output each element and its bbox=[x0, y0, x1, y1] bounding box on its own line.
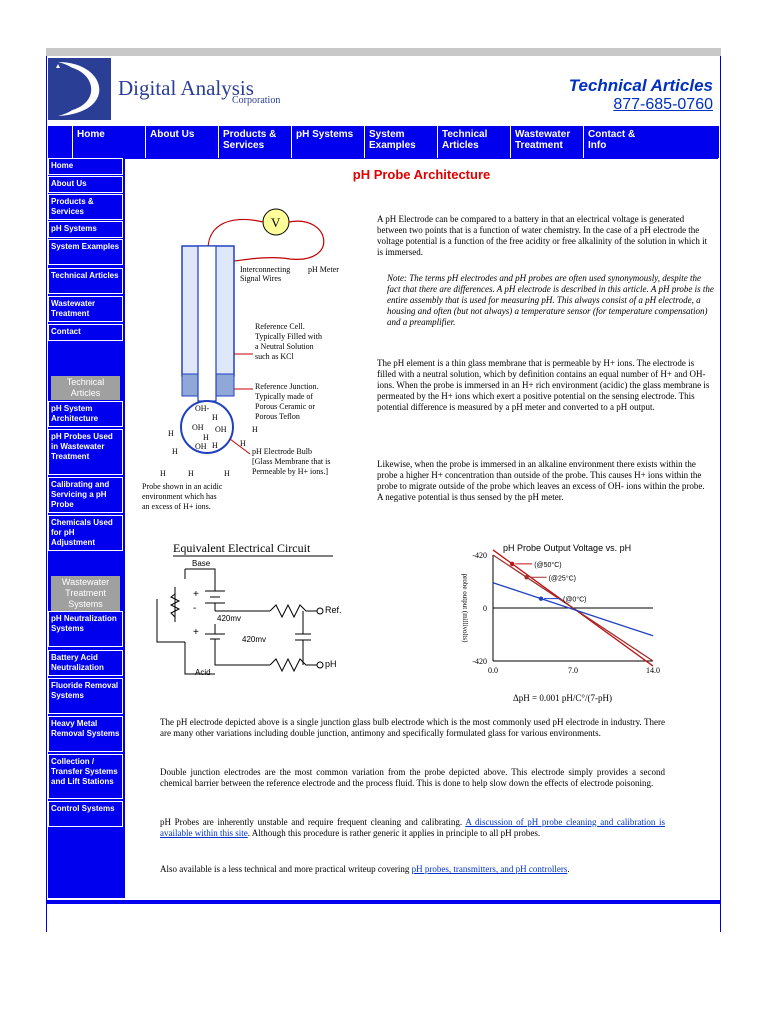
company-logo[interactable] bbox=[48, 58, 111, 120]
chart-y-tick-label: 0 bbox=[483, 604, 487, 613]
sidebar-tech-item-chemicals[interactable]: Chemicals Used for pH Adjustment bbox=[48, 515, 123, 551]
sidebar-waste-item-battery[interactable]: Battery Acid Neutralization bbox=[48, 650, 123, 676]
chart-x-tick-label: 7.0 bbox=[568, 666, 578, 675]
svg-text:420mv: 420mv bbox=[217, 614, 242, 623]
para-element: The pH element is a thin glass membrane that is permeable by H+ ions. The electrode is filled with a neutral solution, which by definition contains an equal number of H+ and OH- ions. When the probe is immersed in an H+ rich environment (acidic) the glass membrane is permeated by the H+ ions which exert a positive potential on the sensing electrode. This potential difference is measured by a pH meter and converted to a pH output. bbox=[377, 358, 710, 412]
svg-text:H: H bbox=[212, 413, 218, 422]
practical-text-b: . bbox=[567, 864, 570, 874]
chart-x-tick-label: 14.0 bbox=[646, 666, 660, 675]
chart-series-point bbox=[524, 575, 528, 579]
svg-text:H: H bbox=[168, 429, 174, 438]
calibrating-text-a: pH Probes are inherently unstable and require frequent cleaning and calibrating. bbox=[160, 817, 463, 827]
svg-text:OH: OH bbox=[215, 425, 227, 434]
sidebar-tech-item-probes[interactable]: pH Probes Used in Wastewater Treatment bbox=[48, 429, 123, 475]
svg-text:pH Electrode Bulb[Glass Membra: pH Electrode Bulb [Glass Membrane that is Permeable by H+ ions.] bbox=[252, 447, 331, 476]
para-intro: A pH Electrode can be compared to a battery in that an electrical voltage is generated between two points that is a function of water chemistry. In the case of a pH electrode the voltage potential is a function of the free acidity or free alkalinity of the solution in which it is immersed. bbox=[377, 214, 708, 257]
para-calibrating bbox=[160, 817, 665, 839]
para-note: Note: The terms pH electrodes and pH probes are often used synonymously, despite the fact that there are differences. A pH electrode is described in this article. A pH probe is the entire assembly that is used for measuring pH. This always consist of a pH electrode, a housing and often (but not always) a temperature sensor (for temperature compensation) and a preamplifier. bbox=[387, 273, 714, 327]
probe-diagram bbox=[140, 204, 375, 524]
sidebar-waste-item-heavy-metal[interactable]: Heavy Metal Removal Systems bbox=[48, 716, 123, 752]
header-section-title: Technical Articles bbox=[568, 76, 713, 95]
nav-technical-articles[interactable]: Technical Articles bbox=[437, 126, 510, 158]
meter-symbol: V bbox=[271, 215, 281, 230]
svg-text:+: + bbox=[193, 589, 199, 600]
calibrating-text-b: . Although this procedure is rather generic it applies in principle to all pH probes. bbox=[247, 828, 541, 838]
svg-text:Reference Cell.Typically Fille: Reference Cell. Typically Filled with a Neutral Solution such as KCl bbox=[255, 322, 322, 361]
nav-ph-systems[interactable]: pH Systems bbox=[291, 126, 364, 158]
svg-text:+: + bbox=[193, 627, 199, 638]
para-practical bbox=[160, 864, 665, 875]
svg-text:OH: OH bbox=[195, 442, 207, 451]
circuit-diagram bbox=[155, 539, 350, 679]
sidebar-item-about[interactable]: About Us bbox=[48, 176, 123, 193]
sidebar-waste-item-control[interactable]: Control Systems bbox=[48, 801, 123, 827]
svg-text:Ref.: Ref. bbox=[325, 605, 342, 615]
svg-text:H: H bbox=[224, 469, 230, 478]
nav-about[interactable]: About Us bbox=[145, 126, 218, 158]
sidebar-item-contact[interactable]: Contact bbox=[48, 324, 123, 341]
svg-text:Probe shown in an acidicenviro: Probe shown in an acidic environment which has an excess of H+ ions. bbox=[142, 482, 223, 511]
svg-text:pH: pH bbox=[325, 659, 337, 669]
svg-text:Reference Junction.Typically m: Reference Junction. Typically made of Porous Ceramic or Porous Teflon bbox=[255, 382, 319, 421]
label-ph-meter: pH Meter bbox=[308, 265, 339, 274]
calibration-link[interactable]: A discussion of pH probe cleaning and calibration is available within this site bbox=[160, 817, 665, 838]
chart-background bbox=[453, 541, 683, 711]
chart-legend-label: (@50°C) bbox=[534, 561, 562, 569]
circuit-title: Equivalent Electrical Circuit bbox=[173, 541, 311, 555]
svg-text:H: H bbox=[212, 441, 218, 450]
nav-wastewater[interactable]: Wastewater Treatment bbox=[510, 126, 583, 158]
top-gray-bar bbox=[46, 48, 721, 56]
para-single-junction: The pH electrode depicted above is a single junction glass bulb electrode which is the most commonly used pH electrode in industry. There are many other variations including double junction, antimony and specifically formulated glass for various environments. bbox=[160, 717, 665, 738]
company-name: Digital Analysis bbox=[118, 76, 254, 100]
svg-text:Base: Base bbox=[192, 559, 211, 568]
sidebar-tech-item-calibrating[interactable]: Calibrating and Servicing a pH Probe bbox=[48, 477, 123, 513]
chart-series-point bbox=[510, 562, 514, 566]
chart-y-label: probe output (millivolts) bbox=[461, 573, 469, 643]
para-double-junction: Double junction electrodes are the most common variation from the probe depicted above. This electrode simply provides a second chemical barrier between the reference electrode and the process fluid. This is done to help slow down the effects of electrode poisoning. bbox=[160, 767, 665, 788]
chart-x-tick-label: 0.0 bbox=[488, 666, 498, 675]
nav-contact[interactable]: Contact & Info bbox=[583, 126, 656, 158]
top-nav bbox=[48, 126, 719, 158]
company-sub: Corporation bbox=[232, 95, 281, 106]
svg-text:H: H bbox=[172, 447, 178, 456]
sidebar-item-home[interactable]: Home bbox=[48, 158, 123, 175]
sidebar-waste-item-neutralization[interactable]: pH Neutralization Systems bbox=[48, 611, 123, 647]
chart-y-tick-label: -420 bbox=[472, 551, 487, 560]
svg-text:H: H bbox=[160, 469, 166, 478]
phone-link[interactable]: 877-685-0760 bbox=[613, 96, 713, 113]
nav-system-examples[interactable]: System Examples bbox=[364, 126, 437, 158]
controllers-link[interactable]: pH probes, transmitters, and pH controllers bbox=[411, 864, 568, 874]
sidebar-tech-heading: Technical Articles bbox=[51, 376, 120, 400]
chart-series-point bbox=[539, 596, 543, 600]
label-signal-wires: Interconnecting Signal Wires bbox=[240, 265, 291, 283]
svg-text:OH: OH bbox=[192, 423, 204, 432]
footer-bar bbox=[46, 900, 721, 904]
sidebar-item-technical-articles[interactable]: Technical Articles bbox=[48, 268, 123, 294]
chart-legend-label: (@25°C) bbox=[548, 575, 577, 583]
sidebar-tech-item-architecture[interactable]: pH System Architecture bbox=[48, 401, 123, 427]
chart-formula: ΔpH = 0.001 pH/C°/(7-pH) bbox=[513, 693, 612, 703]
para-alkaline: Likewise, when the probe is immersed in an alkaline environment there exists within the probe a higher H+ concentration than outside of the probe. This causes H+ ions within the probe to migrate outside of the probe which leaves an excess of OH- ions within the probe. A negative potential is thus sensed by the pH meter. bbox=[377, 459, 705, 502]
svg-text:Acid: Acid bbox=[195, 668, 211, 677]
svg-text:H: H bbox=[252, 425, 258, 434]
ph-output-chart bbox=[453, 541, 683, 711]
svg-text:H: H bbox=[203, 433, 209, 442]
svg-text:420mv: 420mv bbox=[242, 635, 267, 644]
sidebar-waste-item-collection[interactable]: Collection / Transfer Systems and Lift Stations bbox=[48, 754, 123, 799]
sidebar-waste-item-fluoride[interactable]: Fluoride Removal Systems bbox=[48, 678, 123, 714]
sidebar bbox=[48, 158, 125, 898]
svg-text:OH-: OH- bbox=[195, 404, 210, 413]
sidebar-waste-heading: Wastewater Treatment Systems bbox=[51, 576, 120, 611]
chart-y-tick-label: -420 bbox=[472, 657, 487, 666]
chart-legend-label: (@0°C) bbox=[563, 596, 587, 604]
nav-products[interactable]: Products & Services bbox=[218, 126, 291, 158]
article-title: pH Probe Architecture bbox=[352, 167, 491, 182]
chart-title: pH Probe Output Voltage vs. pH bbox=[503, 543, 632, 553]
svg-text:-: - bbox=[193, 603, 197, 614]
main-content bbox=[125, 158, 718, 899]
sidebar-item-ph-systems[interactable]: pH Systems bbox=[48, 221, 123, 238]
practical-text-a: Also available is a less technical and more practical writeup covering bbox=[160, 864, 410, 874]
sidebar-item-system-examples[interactable]: System Examples bbox=[48, 239, 123, 265]
nav-home[interactable]: Home bbox=[72, 126, 145, 158]
svg-text:H: H bbox=[240, 439, 246, 448]
svg-text:H: H bbox=[188, 469, 194, 478]
sidebar-item-products[interactable]: Products & Services bbox=[48, 194, 123, 220]
sidebar-item-wastewater[interactable]: Wastewater Treatment bbox=[48, 296, 123, 322]
